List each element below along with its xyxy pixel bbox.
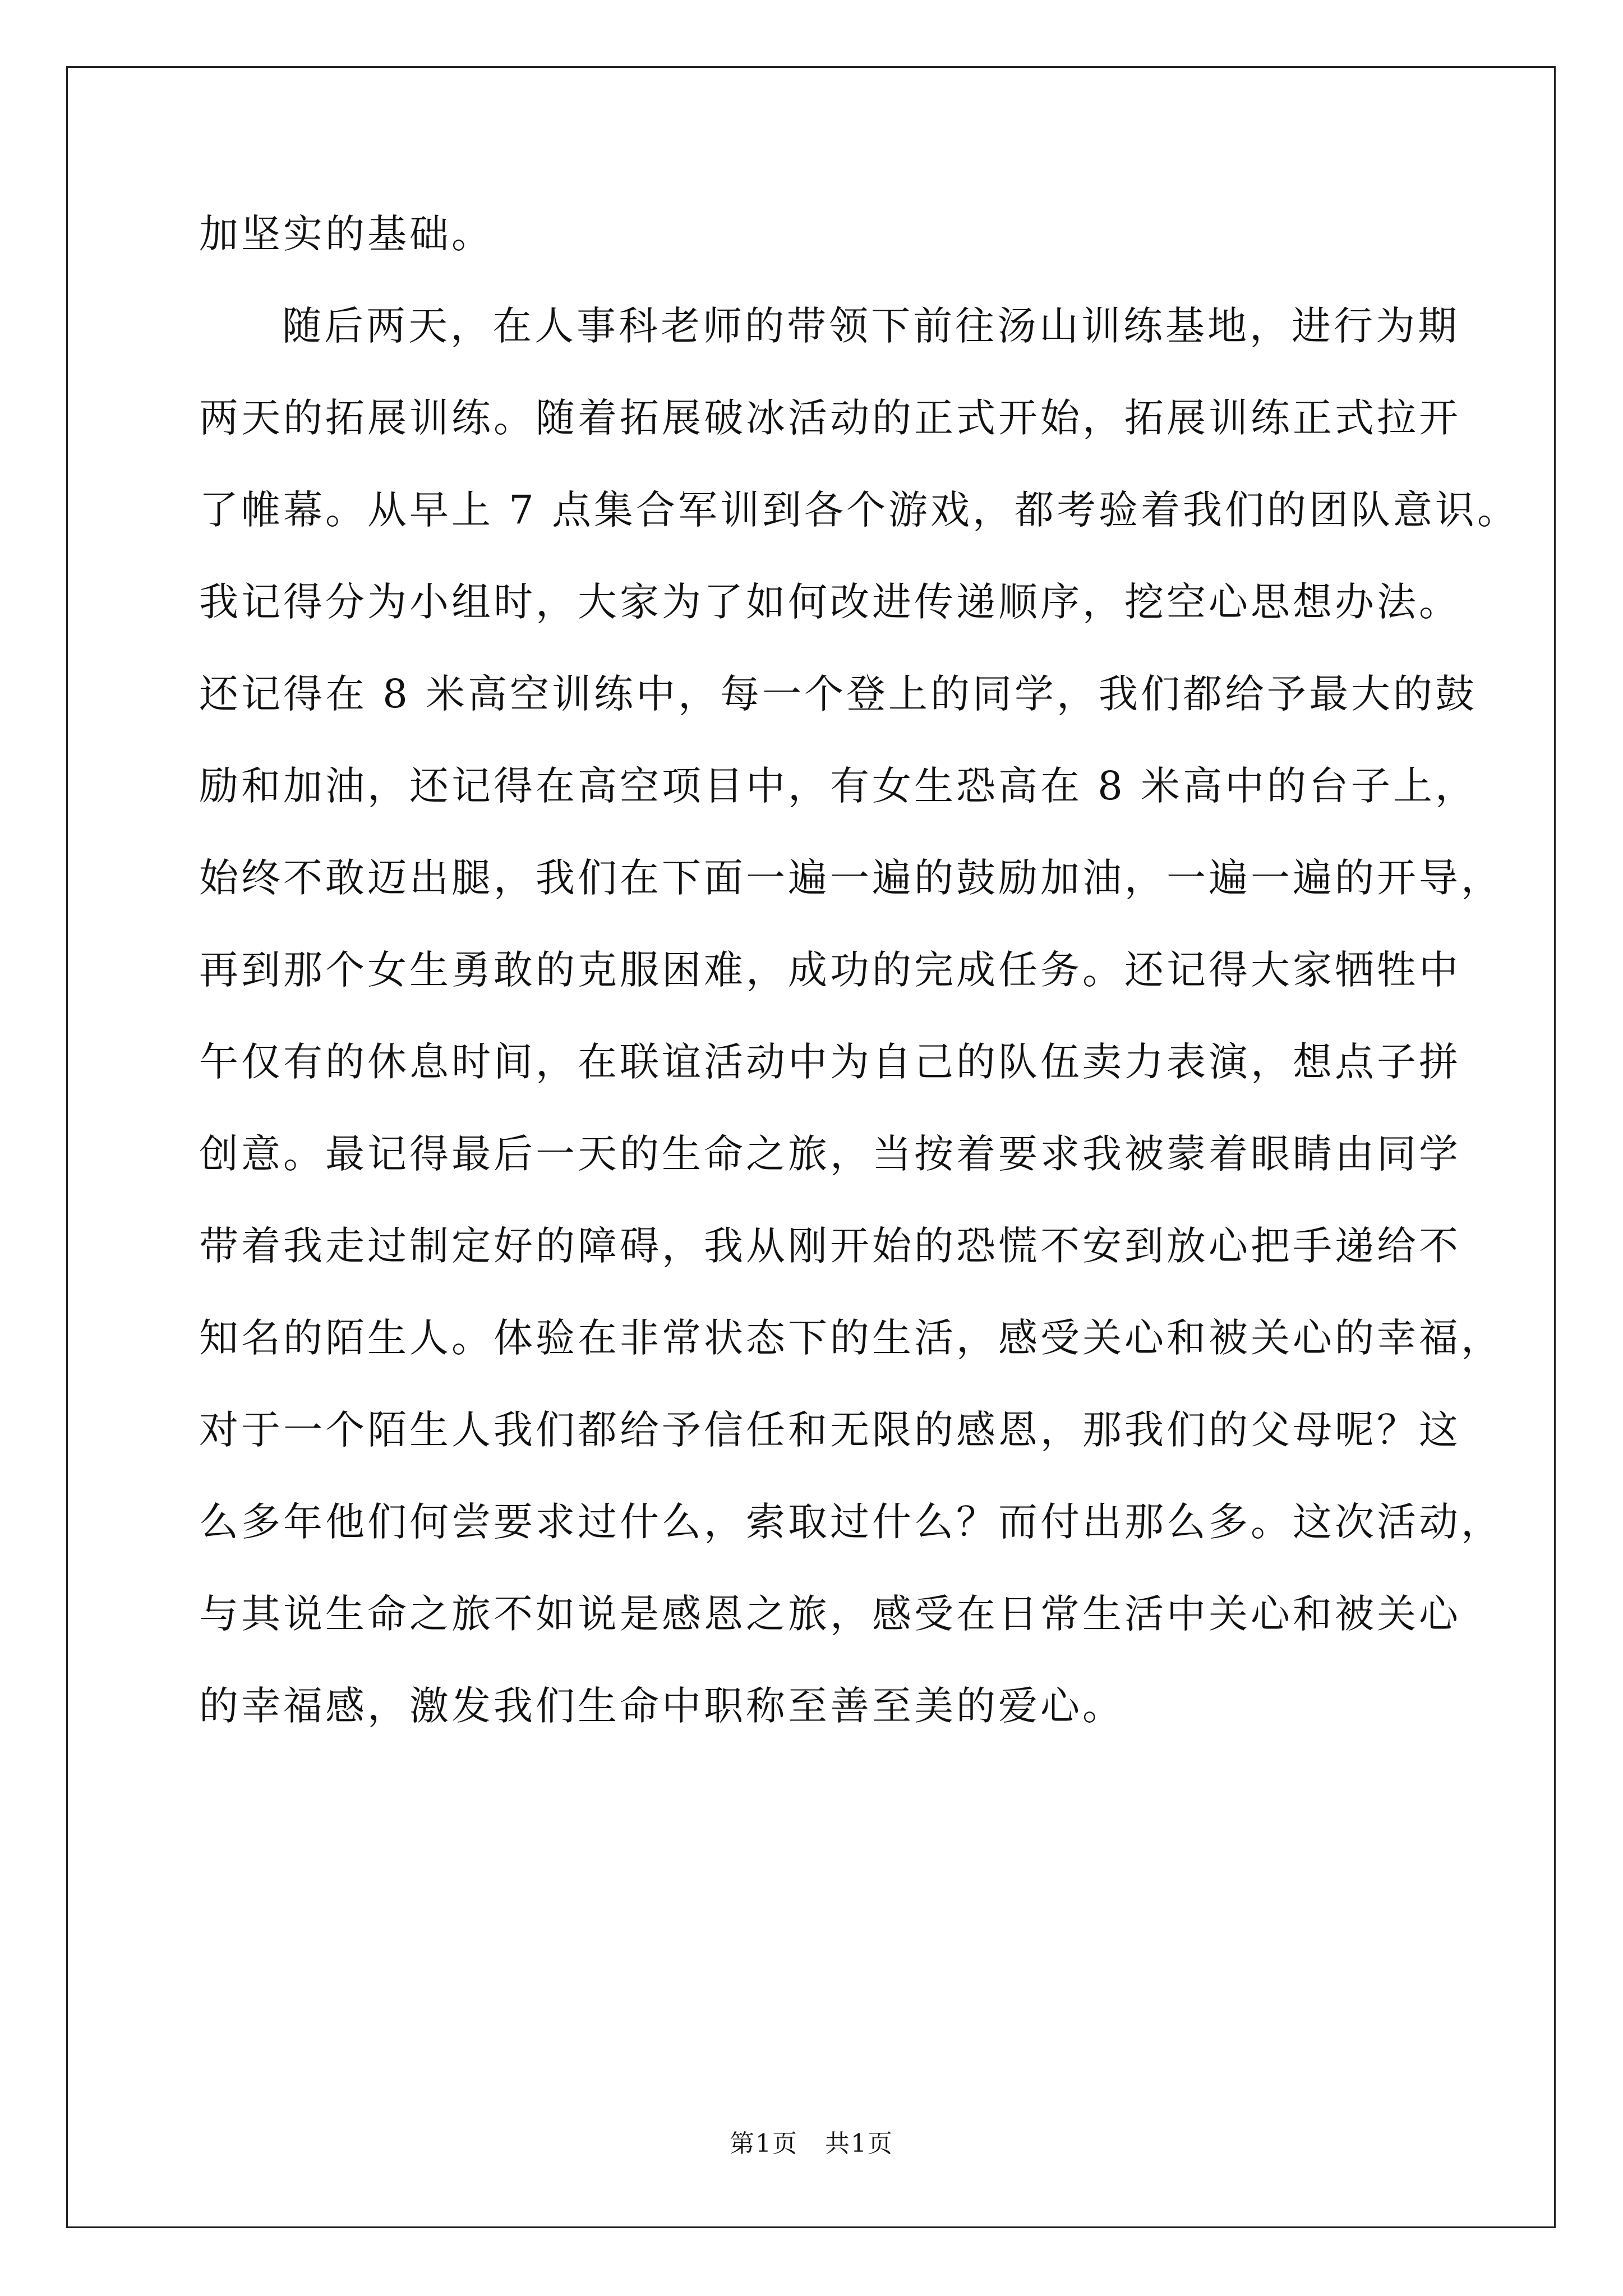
paragraph-line: 创意。最记得最后一天的生命之旅，当按着要求我被蒙着眼睛由同学 (199, 1131, 1461, 1177)
paragraph-line: 的幸福感，激发我们生命中职称至善至美的爱心。 (199, 1683, 1124, 1729)
page-footer: 第1页 共1页 (730, 2129, 893, 2158)
paragraph-line: 么多年他们何尝要求过什么，索取过什么？而付出那么多。这次活动， (199, 1499, 1503, 1545)
paragraph-line: 加坚实的基础。 (199, 211, 494, 257)
paragraph-line: 与其说生命之旅不如说是感恩之旅，感受在日常生活中关心和被关心 (199, 1591, 1461, 1637)
paragraph-line: 对于一个陌生人我们都给予信任和无限的感恩，那我们的父母呢？这 (199, 1407, 1461, 1453)
paragraph-line: 还记得在 8 米高空训练中，每一个登上的同学，我们都给予最大的鼓 (199, 671, 1478, 717)
paragraph-line: 带着我走过制定好的障碍，我从刚开始的恐慌不安到放心把手递给不 (199, 1223, 1461, 1269)
paragraph-line: 再到那个女生勇敢的克服困难，成功的完成任务。还记得大家牺牲中 (199, 947, 1461, 993)
paragraph-line: 我记得分为小组时，大家为了如何改进传递顺序，挖空心思想办法。 (199, 579, 1461, 625)
paragraph-line: 励和加油，还记得在高空项目中，有女生恐高在 8 米高中的台子上， (199, 763, 1478, 809)
paragraph-line: 随后两天，在人事科老师的带领下前往汤山训练基地，进行为期 (282, 303, 1460, 349)
paragraph-line: 两天的拓展训练。随着拓展破冰活动的正式开始，拓展训练正式拉开 (199, 395, 1461, 441)
document-body (199, 211, 1520, 1778)
paragraph-line: 了帷幕。从早上 7 点集合军训到各个游戏，都考验着我们的团队意识。 (199, 487, 1520, 533)
paragraph-line: 始终不敢迈出腿，我们在下面一遍一遍的鼓励加油，一遍一遍的开导， (199, 855, 1503, 901)
paragraph-line: 午仅有的休息时间，在联谊活动中为自己的队伍卖力表演，想点子拼 (199, 1039, 1461, 1085)
paragraph-line: 知名的陌生人。体验在非常状态下的生活，感受关心和被关心的幸福， (199, 1315, 1503, 1361)
